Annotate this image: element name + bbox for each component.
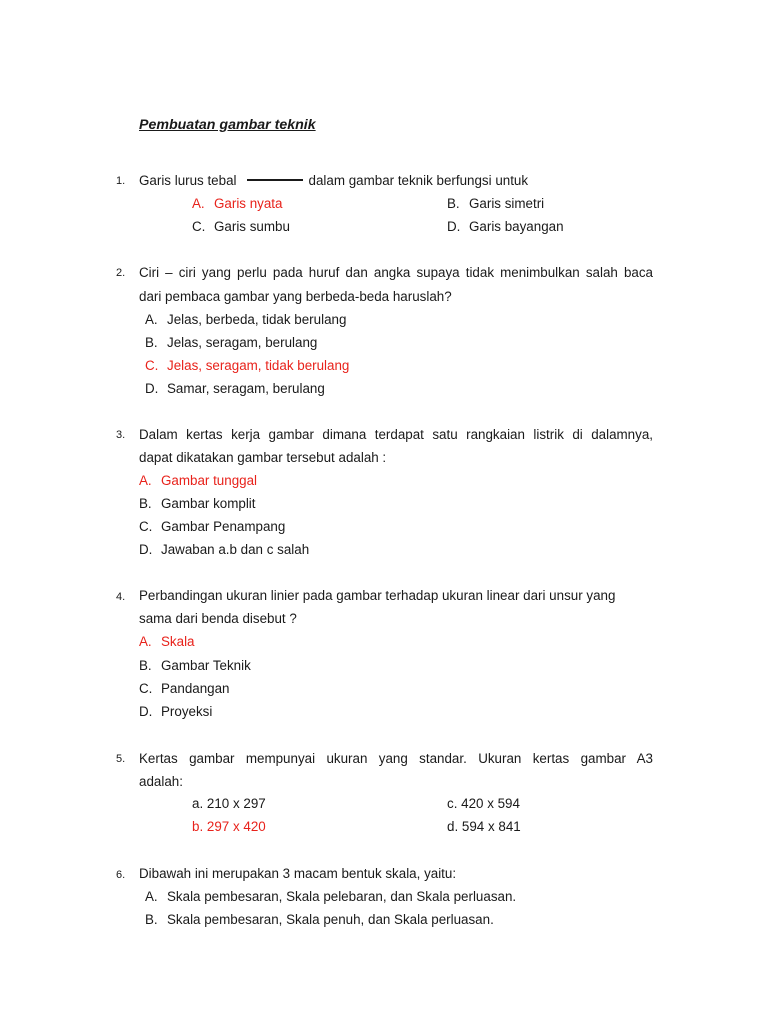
option-c: C. Pandangan bbox=[139, 681, 230, 696]
option-b: B. Gambar komplit bbox=[139, 496, 256, 511]
option-d: D. Jawaban a.b dan c salah bbox=[139, 542, 310, 557]
option-d: d. 594 x 841 bbox=[447, 819, 521, 834]
question-number: 4. bbox=[116, 591, 126, 603]
option-b: b. 297 x 420 bbox=[192, 819, 266, 834]
question-number: 1. bbox=[116, 175, 126, 187]
question-text-after: dalam gambar teknik berfungsi untuk bbox=[308, 173, 529, 188]
option-b: B. Jelas, seragam, berulang bbox=[145, 335, 318, 350]
option-c: C. Jelas, seragam, tidak berulang bbox=[145, 358, 350, 373]
option-a: A. Jelas, berbeda, tidak berulang bbox=[145, 312, 347, 327]
option-a: A. Gambar tunggal bbox=[139, 473, 258, 488]
page-title: Pembuatan gambar teknik bbox=[139, 117, 316, 133]
option-c: C. Garis sumbu bbox=[192, 219, 290, 234]
option-a: A. Skala pembesaran, Skala pelebaran, dan Skala perluasan. bbox=[145, 889, 517, 904]
option-b: B. Gambar Teknik bbox=[139, 658, 251, 673]
option-d: D. Samar, seragam, berulang bbox=[145, 381, 325, 396]
option-a: A. Skala bbox=[139, 634, 195, 649]
question-number: 3. bbox=[116, 429, 126, 441]
question-text-line-2: sama dari benda disebut ? bbox=[139, 611, 297, 626]
question-text-line-2: adalah: bbox=[139, 774, 183, 789]
option-b: B. Garis simetri bbox=[447, 196, 545, 211]
question-text-line-1: Perbandingan ukuran linier pada gambar terhadap ukuran linear dari unsur yang bbox=[139, 588, 616, 603]
option-c: C. Gambar Penampang bbox=[139, 519, 286, 534]
option-d: D. Proyeksi bbox=[139, 704, 213, 719]
question-number: 5. bbox=[116, 753, 126, 765]
thick-line-symbol bbox=[247, 179, 303, 181]
question-text-line-1: Dalam kertas kerja gambar dimana terdapat satu rangkaian listrik di dalamnya, bbox=[139, 427, 653, 442]
option-a: A. Garis nyata bbox=[192, 196, 283, 211]
option-c: c. 420 x 594 bbox=[447, 796, 520, 811]
option-b: B. Skala pembesaran, Skala penuh, dan Skala perluasan. bbox=[145, 912, 494, 927]
question-text-before: Garis lurus tebal bbox=[139, 173, 237, 188]
question-text-line-1: Dibawah ini merupakan 3 macam bentuk skala, yaitu: bbox=[139, 866, 457, 881]
question-text bbox=[139, 169, 653, 192]
question-text-line-1: Kertas gambar mempunyai ukuran yang standar. Ukuran kertas gambar A3 bbox=[139, 751, 653, 766]
option-a: a. 210 x 297 bbox=[192, 796, 266, 811]
question-text-line-2: dapat dikatakan gambar tersebut adalah : bbox=[139, 450, 387, 465]
option-d: D. Garis bayangan bbox=[447, 219, 564, 234]
question-text-line-1: Ciri – ciri yang perlu pada huruf dan angka supaya tidak menimbulkan salah baca bbox=[139, 265, 653, 280]
question-number: 2. bbox=[116, 267, 126, 279]
question-text-line-2: dari pembaca gambar yang berbeda-beda haruslah? bbox=[139, 289, 452, 304]
question-number: 6. bbox=[116, 869, 126, 881]
